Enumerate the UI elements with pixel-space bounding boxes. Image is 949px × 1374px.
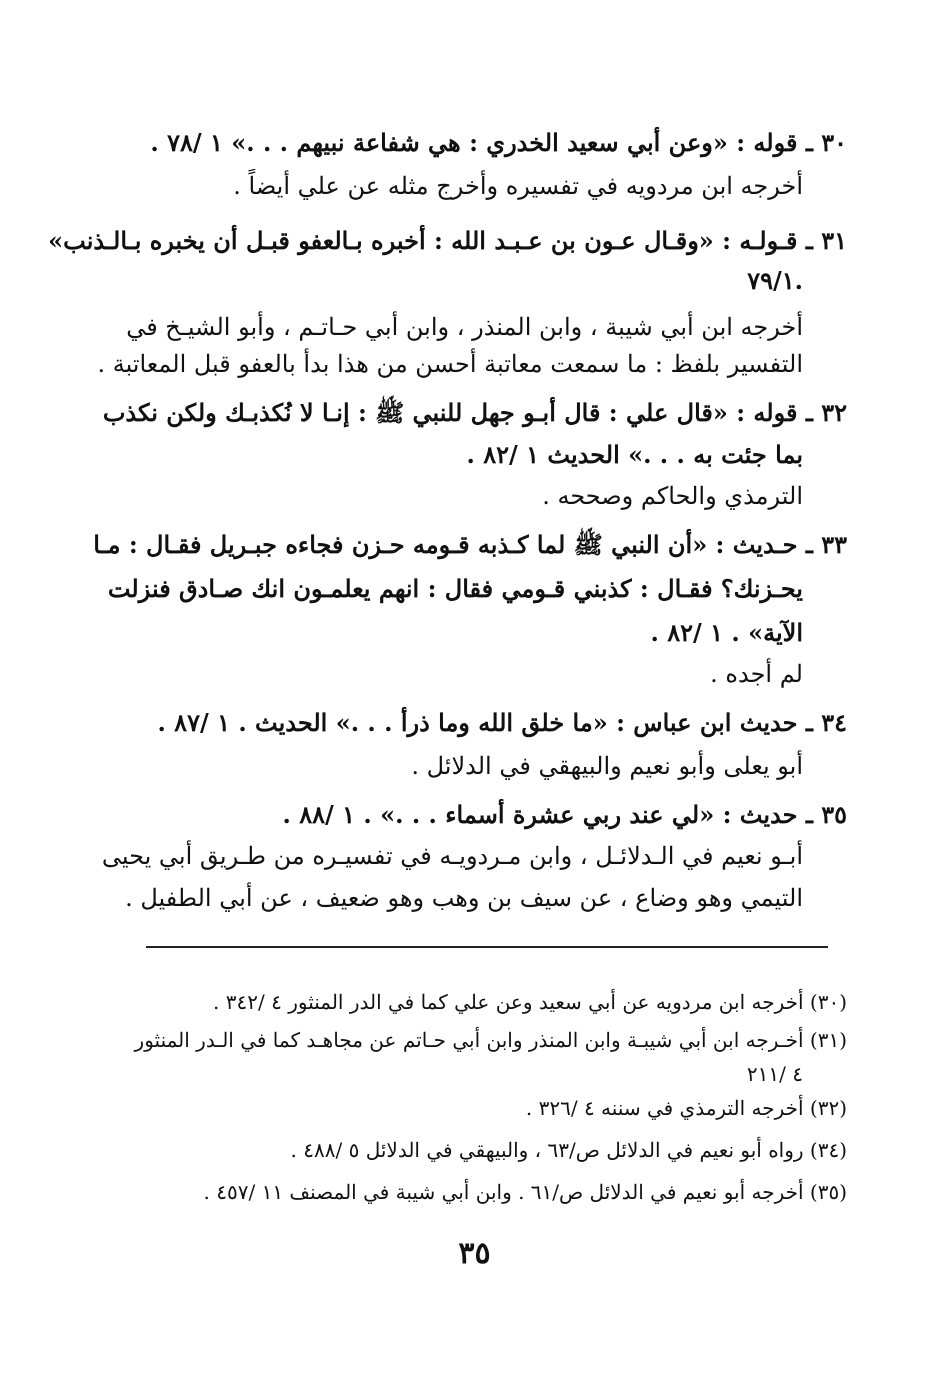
- footnote-31-cont: ٤ /٢١١: [746, 1062, 803, 1086]
- entry-32-heading: ٣٢ ـ قوله : «قال علي : قال أبـو جهل للنبي ﷺ : إنـا لا نُكذبـك ولكن نكذب: [102, 398, 847, 427]
- entry-32-heading-cont: بما جئت به . . .» الحديث ١ /٨٢ .: [466, 440, 803, 469]
- entry-30-text: أخرجه ابن مردويه في تفسيره وأخرج مثله عن علي أيضاً .: [233, 172, 803, 200]
- entry-35-heading: ٣٥ ـ حديث : «لي عند ربي عشرة أسماء . . .» . ١ /٨٨ .: [282, 800, 847, 829]
- entry-34-text: أبو يعلى وأبو نعيم والبيهقي في الدلائل .: [411, 752, 803, 780]
- entry-33-heading: ٣٣ ـ حـديث : «أن النبي ﷺ لما كـذبه قـومه حـزن فجاءه جبـريل فقـال : مـا: [93, 530, 847, 559]
- footnote-separator: [146, 946, 828, 948]
- entry-32-text: الترمذي والحاكم وصححه .: [542, 482, 803, 510]
- page-number: ٣٥: [458, 1236, 491, 1271]
- footnote-31: (٣١) أخـرجه ابن أبي شيبـة وابن المنذر وابن أبي حـاتم عن مجاهـد كما في الـدر المنثور: [134, 1028, 847, 1052]
- entry-33-heading-cont2: الآية» . ١ /٨٢ .: [650, 618, 803, 647]
- entry-30-heading: ٣٠ ـ قوله : «وعن أبي سعيد الخدري : هي شفاعة نبيهم . . .» ١ /٧٨ .: [150, 128, 847, 157]
- entry-31-heading-cont: .٧٩/١: [747, 266, 803, 295]
- entry-33-heading-cont1: يحـزنك؟ فقـال : كذبني قـومي فقال : انهم يعلمـون انك صـادق فنزلت: [107, 574, 803, 603]
- entry-31-text-cont: التفسير بلفظ : ما سمعت معاتبة أحسن من هذا بدأ بالعفو قبل المعاتبة .: [97, 350, 803, 378]
- entry-35-text: أبـو نعيم في الـدلائـل ، وابن مـردويـه في تفسيـره من طـريق أبي يحيى: [101, 842, 803, 870]
- entry-31-heading: ٣١ ـ قـولـه : «وقـال عـون بن عـبـد الله : أخبره بـالعفو قبـل أن يخبره بـالـذنب»: [48, 226, 847, 255]
- footnote-34: (٣٤) رواه أبو نعيم في الدلائل ص/٦٣ ، والبيهقي في الدلائل ٥ /٤٨٨ .: [290, 1138, 847, 1162]
- entry-34-heading: ٣٤ ـ حديث ابن عباس : «ما خلق الله وما ذرأ . . .» الحديث . ١ /٨٧ .: [157, 708, 847, 737]
- footnote-32: (٣٢) أخرجه الترمذي في سننه ٤ /٣٢٦ .: [525, 1096, 847, 1120]
- entry-33-text: لم أجده .: [710, 660, 803, 688]
- entry-35-text-cont: التيمي وهو وضاع ، عن سيف بن وهب وهو ضعيف ، عن أبي الطفيل .: [125, 884, 803, 912]
- footnote-35: (٣٥) أخرجه أبو نعيم في الدلائل ص/٦١ . وابن أبي شيبة في المصنف ١١ /٤٥٧ .: [203, 1180, 847, 1204]
- entry-31-text: أخرجه ابن أبي شيبة ، وابن المنذر ، وابن أبي حـاتـم ، وأبو الشيـخ في: [126, 313, 803, 341]
- footnote-30: (٣٠) أخرجه ابن مردويه عن أبي سعيد وعن علي كما في الدر المنثور ٤ /٣٤٢ .: [213, 990, 847, 1014]
